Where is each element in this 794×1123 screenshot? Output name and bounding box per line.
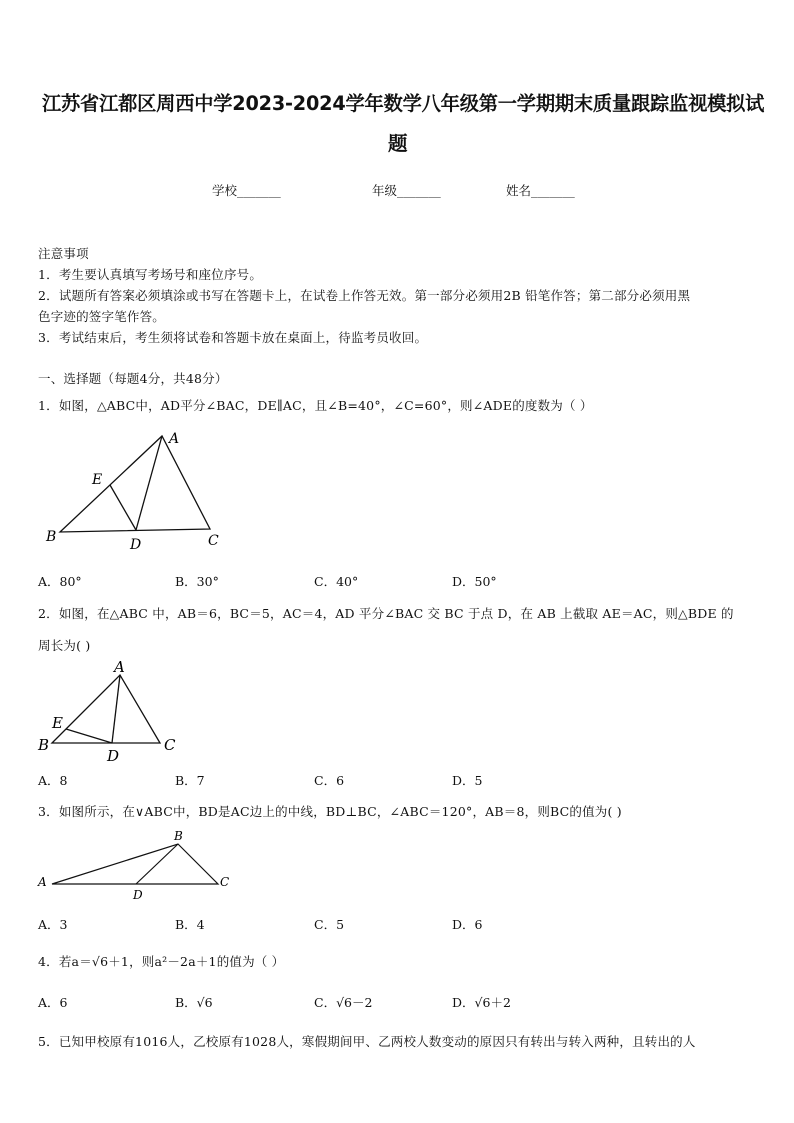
notice-item: 1．考生要认真填写考场号和座位序号。 xyxy=(38,267,263,282)
option-a: A．80° xyxy=(38,574,82,589)
question-2-stem-continued: 周长为( ) xyxy=(38,638,91,653)
option-d: D．6 xyxy=(452,917,483,932)
triangle-abc xyxy=(52,844,218,884)
label-e: E xyxy=(52,714,63,732)
notice-heading: 注意事项 xyxy=(38,246,89,261)
question-3-figure xyxy=(36,828,236,904)
label-e: E xyxy=(92,472,103,488)
label-a: A xyxy=(114,658,125,676)
label-c: C xyxy=(208,533,219,549)
question-5-stem: 5．已知甲校原有1016人，乙校原有1028人，寒假期间甲、乙两校人数变动的原因只有转出与转入两种，且转出的人 xyxy=(38,1034,696,1049)
segment-ad xyxy=(136,436,162,530)
notice-item: 2．试题所有答案必须填涂或书写在答题卡上，在试卷上作答无效。第一部分必须用2B 铅笔作答；第二部分必须用黑 xyxy=(38,288,691,303)
name-field: 姓名_______ xyxy=(506,183,575,198)
label-d: D xyxy=(107,747,120,765)
grade-field: 年级_______ xyxy=(372,183,441,198)
triangle-abc xyxy=(60,436,210,532)
notice-item: 3．考试结束后，考生须将试卷和答题卡放在桌面上，待监考员收回。 xyxy=(38,330,428,345)
label-d: D xyxy=(130,537,142,553)
label-a: A xyxy=(169,431,180,447)
option-b: B．4 xyxy=(175,917,205,932)
label-d: D xyxy=(133,888,143,902)
option-a: A．8 xyxy=(38,773,68,788)
option-d: D．5 xyxy=(452,773,483,788)
page-title: 江苏省江都区周西中学2023-2024学年数学八年级第一学期期末质量跟踪监视模拟试 xyxy=(42,92,765,115)
segment-de xyxy=(110,485,136,530)
option-d: D．50° xyxy=(452,574,497,589)
triangle-abc xyxy=(52,675,160,743)
page-title-continued: 题 xyxy=(388,132,408,155)
option-c: C．5 xyxy=(314,917,345,932)
label-b: B xyxy=(46,529,57,545)
question-2-stem: 2．如图，在△ABC 中，AB＝6，BC＝5，AC＝4，AD 平分∠BAC 交 BC 于点 D，在 AB 上截取 AE＝AC，则△BDE 的 xyxy=(38,606,734,621)
option-b: B．√6 xyxy=(175,995,213,1010)
option-b: B．30° xyxy=(175,574,219,589)
segment-ad xyxy=(112,675,120,743)
label-c: C xyxy=(164,736,176,754)
option-c: C．√6－2 xyxy=(314,995,373,1010)
label-b: B xyxy=(174,829,183,843)
segment-de xyxy=(66,729,112,743)
option-a: A．6 xyxy=(38,995,68,1010)
option-c: C．6 xyxy=(314,773,345,788)
label-b: B xyxy=(38,736,50,754)
option-b: B．7 xyxy=(175,773,205,788)
question-1-stem: 1．如图，△ABC中，AD平分∠BAC，DE∥AC，且∠B=40°，∠C=60°，则∠ADE的度数为（ ） xyxy=(38,398,593,413)
option-c: C．40° xyxy=(314,574,359,589)
question-3-stem: 3．如图所示，在∨ABC中，BD是AC边上的中线，BD⊥BC，∠ABC＝120°，AB＝8，则BC的值为( ) xyxy=(38,804,622,819)
option-d: D．√6＋2 xyxy=(452,995,511,1010)
option-a: A．3 xyxy=(38,917,68,932)
notice-item: 色字迹的签字笔作答。 xyxy=(38,309,166,324)
label-c: C xyxy=(220,875,230,889)
section-heading: 一、选择题（每题4分，共48分） xyxy=(38,371,228,386)
question-2-figure xyxy=(34,655,184,767)
label-a: A xyxy=(38,875,47,889)
question-4-stem: 4．若a＝√6＋1，则a²－2a＋1的值为（ ） xyxy=(38,954,285,969)
school-field: 学校_______ xyxy=(212,183,281,198)
segment-bd xyxy=(136,844,178,884)
question-1-figure xyxy=(40,428,240,553)
